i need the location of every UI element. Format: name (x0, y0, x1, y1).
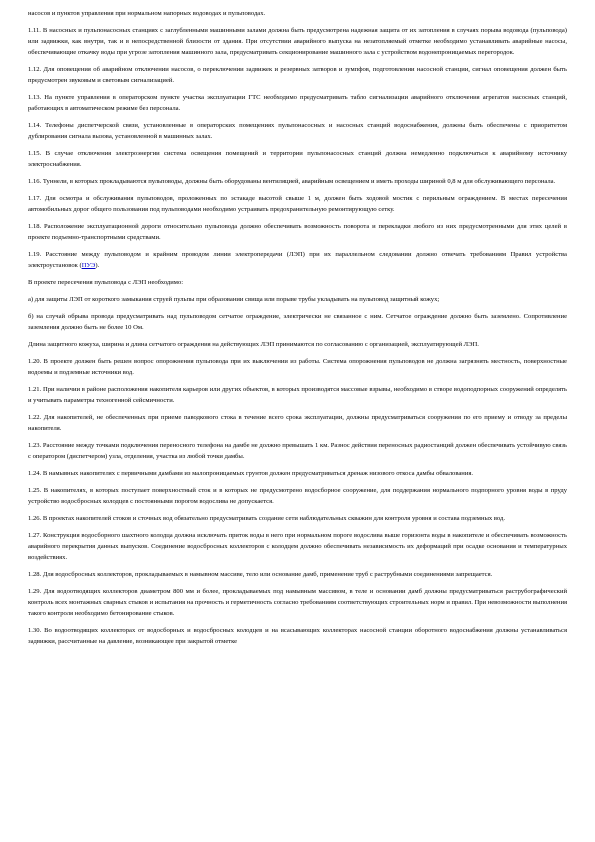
paragraph: 1.27. Конструкция водосборного шахтного колодца должна исключать приток воды в него при нормальном пороге водослива выше горизонта воды в накопителе и обеспечивать возможность аварийного перекрытия данных выпусков. Соединение водосбросных коллекторов с колодцем должно обеспечивать независимость их деформаций при осадке основания и температурных воздействиях. (28, 532, 567, 561)
paragraph: 1.23. Расстояние между точками подключения переносного телефона на дамбе не должно превышать 1 км. Разнос действия переносных радиостанций должен обеспечивать устойчивую связь с оператором (диспетчером) узла, отделения, участка из любой точки дамбы. (28, 442, 567, 460)
paragraph: насосов и пунктов управления при нормальном напорных водоводах и пульповодах. (28, 10, 266, 17)
paragraph: 1.15. В случае отключения электроэнергии система освещения помещений и территории пульпонасосных станций должна немедленно подключаться к аварийному источнику электроснабжения. (28, 150, 567, 168)
paragraph: 1.11. В насосных и пульпонасосных станциях с заглубленными машинными залами должна быть предусмотрена надежная защита от их затопления в случаях порыва водовода (пульповода) или задвижки, как внутри, так и в непосредственной близости от здания. При отсутствии аварийного выпуска на незатопляемый отметке необходимо устанавливать аварийные насосы, обеспечивающие откачку воды при угрозе затопления машинного зала, предусматривать секционирование машинного зала с устройством водонепроницаемых перегородок. (28, 27, 567, 56)
paragraph: 1.17. Для осмотра и обслуживания пульповодов, проложенных по эстакаде высотой свыше 1 м, должен быть ходовой мостик с перильным ограждением. В местах пересечения автомобильных дорог общего пользования под пульповодами необходимо устраивать предохранительную ремонтирующую сетку. (28, 195, 567, 213)
paragraph: 1.12. Для оповещения об аварийном отключении насосов, о переключении задвижек и резервных затворов и зумпфов, подготовлении насосной станции, сигнал оповещения должен быть предусмотрен звуковым и световым сигнализацией. (28, 66, 567, 84)
paragraph: 1.30. Во водоотводящих коллекторах от водосборных и водосбросных колодцев и на всасывающих коллекторах насосной станции оборотного водоснабжения должны устанавливаться задвижки, рассчитанные на давление, возникающее при закрытой отметке (28, 627, 567, 645)
paragraph: 1.21. При наличии в районе расположения накопителя карьеров или других объектов, в которых производятся массовые взрывы, необходимо в створе водоподпорных сооружений определять и учитывать параметры техногенной сейсмичности. (28, 386, 567, 404)
paragraph: б) на случай обрыва провода предусматривать над пульповодом сетчатое ограждение, электрически не связанное с ним. Сетчатое ограждение должно быть заземлено. Сопротивление заземления должно быть не более 10 Ом. (28, 313, 567, 331)
paragraph: 1.24. В намывных накопителях с первичными дамбами из малопроницаемых грунтов должен предусматриваться дренаж низового откоса дамбы обвалования. (28, 470, 474, 477)
paragraph: 1.16. Туннели, в которых прокладываются пульповоды, должны быть оборудованы вентиляцией, аварийным освещением и иметь проходы шириной 0,8 м для обслуживающего персонала. (28, 178, 556, 185)
paragraph-text: 1.19. Расстояние между пульповодом и крайним проводом линии электропередачи (ЛЭП) при их параллельном следовании должно отвечать требованиям Правил устройства электроустановок ( (28, 251, 567, 269)
paragraph: Длина защитного кожуха, ширина и длина сетчатого ограждения на действующих ЛЭП принимаются по согласованию с организацией, эксплуатирующей ЛЭП. (28, 341, 479, 348)
paragraph: 1.20. В проекте должен быть решен вопрос опорожнения пульповода при их выключении из работы. Система опорожнения пульповодов не должна загрязнять местность, поверхностные водоемы и подземные источники вод. (28, 358, 567, 376)
pue-reference-link[interactable]: ПУЭ (81, 262, 96, 269)
paragraph: а) для защиты ЛЭП от короткого замыкания струей пульпы при образовании свища или порыве трубы укладывать на пульповод защитный кожух; (28, 296, 440, 303)
paragraph: 1.26. В проектах накопителей стоков и сточных вод обязательно предусматривать создание сети наблюдательных скважин для контроля уровня и состава подземных вод. (28, 515, 506, 522)
paragraph-tail: ). (95, 262, 100, 269)
paragraph: 1.28. Для водосбросных коллекторов, прокладываемых в намывном массиве, тело или основание дамб, применение труб с раструбными соединениями запрещается. (28, 571, 493, 578)
paragraph: 1.29. Для водоотводящих коллекторов диаметром 800 мм и более, прокладываемых под намывным массивом, в теле и основании дамб должны предусматриваться раструбографический контроль всех монтажных сварных стыков и испытания на прочность и герметичность согласно требованиям соответствующих строительных норм и правил. При невозможности выполнения такого контроля необходимо бетонирование стыков. (28, 588, 568, 617)
paragraph: 1.13. На пункте управления в операторском пункте участка эксплуатации ГТС необходимо предусматривать табло сигнализации аварийного отключения агрегатов насосных станций, работающих в автоматическом режиме без персонала. (28, 94, 567, 112)
paragraph: 1.22. Для накопителей, не обеспеченных при приеме паводкового стока в течение всего срока эксплуатации, должны предусматриваться сооружения по его приему и отводу за пределы накопителя. (28, 414, 567, 432)
paragraph: 1.18. Расположение эксплуатационной дороги относительно пульповода должно обеспечивать возможность поворота и перекладки любого из них предусмотренными для этих целей в проекте подъемно-транспортными средствами. (28, 223, 567, 241)
document-page (28, 8, 567, 653)
paragraph: В проекте пересечения пульповода с ЛЭП необходимо: (28, 279, 184, 286)
paragraph-with-reference (28, 249, 567, 271)
paragraph: 1.14. Телефоны диспетчерской связи, установленные в операторских помещениях пульпонасосных и насосных станций водоснабжения, должны быть обеспечены с приоритетом дублирования сигнала вызова, установленной в машинных залах. (28, 122, 567, 140)
paragraph: 1.25. В накопителях, в которых поступает поверхностный сток и в которых не предусмотрено водосборное сооружение, для поддержания нормального подпорного уровня воды в пруду устройство водосбросных колодцев с постоянными порогом водослива не допускается. (28, 487, 567, 505)
